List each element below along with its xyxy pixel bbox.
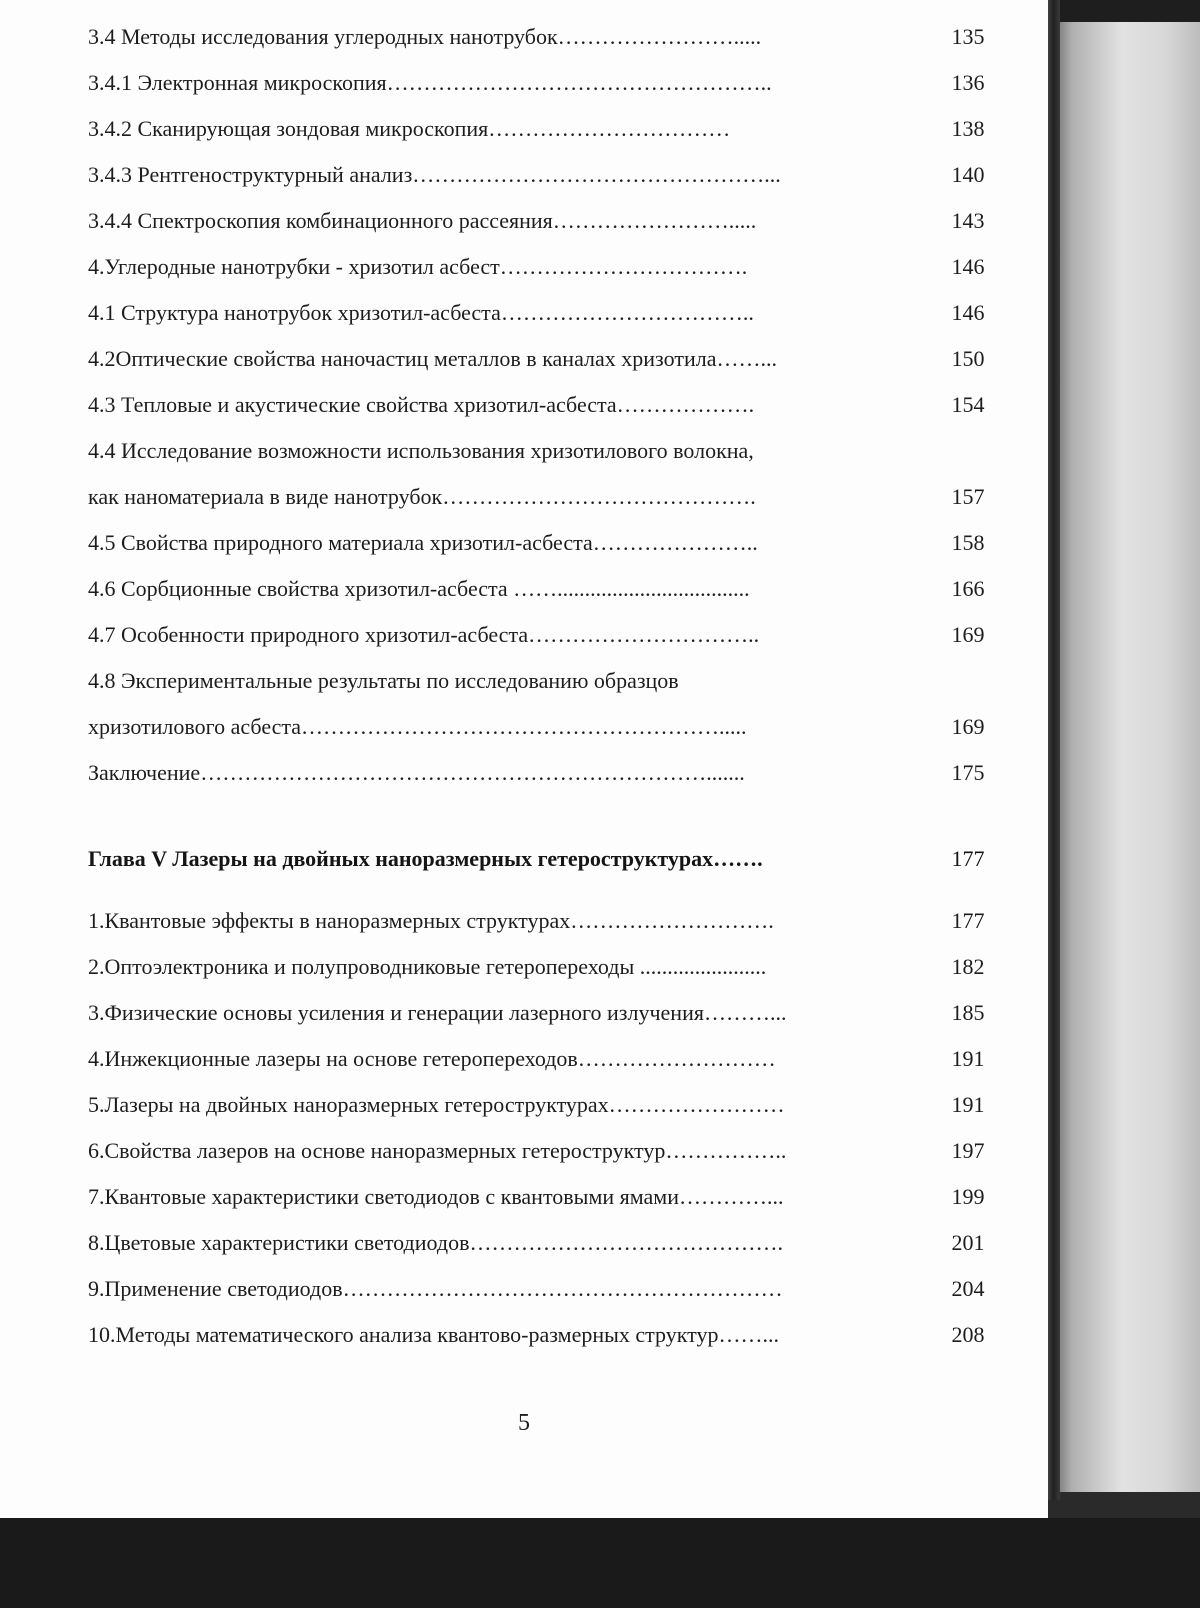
toc-entry-page: 197 [951, 1138, 985, 1163]
toc-entry [88, 658, 998, 704]
toc-entry-title: 7.Квантовые характеристики светодиодов с квантовыми ямами…………... [88, 1184, 784, 1209]
toc-entry-title: 2.Оптоэлектроника и полупроводниковые гетеропереходы ....................... [88, 954, 767, 979]
toc-entry [88, 474, 998, 520]
toc-entry-title: 3.4.4 Спектроскопия комбинационного рассеяния……………………..... [88, 208, 757, 233]
toc-entry-title: 4.3 Тепловые и акустические свойства хризотил-асбеста………………. [88, 392, 755, 417]
page-number: 5 [518, 1410, 530, 1436]
toc-entry-page: 191 [951, 1046, 985, 1071]
chapter-heading [88, 836, 998, 882]
toc-entry-page: 201 [951, 1230, 985, 1255]
toc-entry [88, 60, 998, 106]
toc-entry-page: 136 [951, 70, 985, 95]
toc-entry-page: 166 [951, 576, 985, 601]
toc-entry-page: 140 [951, 162, 985, 187]
toc-entry [88, 14, 998, 60]
toc-entry-title: 3.4.2 Сканирующая зондовая микроскопия…………………………… [88, 116, 731, 141]
toc-entry-page: 175 [951, 760, 985, 785]
toc-entry-page: 157 [951, 484, 985, 509]
toc-entry-title: 8.Цветовые характеристики светодиодов……………………………………. [88, 1230, 783, 1255]
chapter-title: Глава V Лазеры на двойных наноразмерных гетероструктурах……. [88, 846, 763, 871]
toc-entry-title: 4.2Оптические свойства наночастиц металлов в каналах хризотила……... [88, 346, 777, 371]
toc-entry-title: 4.4 Исследование возможности использования хризотилового волокна, [88, 438, 754, 463]
toc-entry-title: 4.1 Структура нанотрубок хризотил-асбеста…………………………….. [88, 300, 754, 325]
toc-entry-page: 185 [951, 1000, 985, 1025]
toc-entry-title: как наноматериала в виде нанотрубок……………………………………. [88, 484, 756, 509]
toc-entry [88, 1128, 998, 1174]
table-of-contents [88, 0, 998, 1358]
toc-entry-page: 169 [951, 714, 985, 739]
toc-entry-title: 9.Применение светодиодов…………………………………………………… [88, 1276, 783, 1301]
toc-entry-page: 146 [951, 300, 985, 325]
scan-background-bottom [0, 1518, 1200, 1608]
toc-entry [88, 382, 998, 428]
toc-entry [88, 428, 998, 474]
toc-entry [88, 1266, 998, 1312]
toc-entry [88, 336, 998, 382]
toc-entry-title: Заключение……………………………………………………………....... [88, 760, 745, 785]
toc-entry [88, 1220, 998, 1266]
toc-entry [88, 152, 998, 198]
toc-entry-title: 4.8 Экспериментальные результаты по исследованию образцов [88, 668, 679, 693]
toc-entry-page: 154 [951, 392, 985, 417]
toc-entry-title: 4.Инжекционные лазеры на основе гетеропереходов……………………… [88, 1046, 776, 1071]
toc-entry-page: 158 [951, 530, 985, 555]
toc-entry [88, 290, 998, 336]
toc-entry-title: 4.Углеродные нанотрубки - хризотил асбест……………………………. [88, 254, 748, 279]
toc-entry [88, 750, 998, 796]
toc-entry-page: 135 [951, 24, 985, 49]
toc-entry-title: 4.5 Свойства природного материала хризотил-асбеста………………….. [88, 530, 758, 555]
toc-entry-title: 3.4.1 Электронная микроскопия…………………………………………….. [88, 70, 772, 95]
toc-entry-page: 138 [951, 116, 985, 141]
toc-entry [88, 990, 998, 1036]
backing-page [1058, 22, 1200, 1492]
toc-entry-title: 6.Свойства лазеров на основе наноразмерных гетероструктур…………….. [88, 1138, 787, 1163]
toc-entry [88, 944, 998, 990]
toc-entry-title: 1.Квантовые эффекты в наноразмерных структурах………………………. [88, 908, 774, 933]
toc-entry-page: 143 [951, 208, 985, 233]
toc-entry [88, 106, 998, 152]
chapter-page: 177 [951, 846, 985, 871]
toc-entry-title: хризотилового асбеста…………………………………………………..... [88, 714, 747, 739]
toc-entry [88, 612, 998, 658]
toc-entry [88, 198, 998, 244]
toc-entry-page: 150 [951, 346, 985, 371]
toc-entry [88, 566, 998, 612]
toc-entry [88, 1036, 998, 1082]
toc-entry-title: 3.4.3 Рентгеноструктурный анализ…………………………………………... [88, 162, 781, 187]
toc-entry [88, 704, 998, 750]
toc-entry-page: 169 [951, 622, 985, 647]
toc-entry [88, 898, 998, 944]
toc-entry [88, 244, 998, 290]
toc-entry-page: 182 [951, 954, 985, 979]
toc-entry-title: 3.Физические основы усиления и генерации лазерного излучения………... [88, 1000, 787, 1025]
toc-entry [88, 1174, 998, 1220]
toc-entry-page: 204 [951, 1276, 985, 1301]
toc-entry-title: 4.7 Особенности природного хризотил-асбеста………………………….. [88, 622, 760, 647]
toc-entry-page: 199 [951, 1184, 985, 1209]
toc-entry [88, 1312, 998, 1358]
toc-entry-page: 208 [951, 1322, 985, 1347]
toc-entry-page: 191 [951, 1092, 985, 1117]
toc-entry-title: 4.6 Сорбционные свойства хризотил-асбеста ……................................... [88, 576, 750, 601]
toc-entry-title: 10.Методы математического анализа квантово-размерных структур……... [88, 1322, 779, 1347]
toc-entry [88, 520, 998, 566]
toc-entry-title: 5.Лазеры на двойных наноразмерных гетероструктурах…………………… [88, 1092, 785, 1117]
toc-entry [88, 1082, 998, 1128]
toc-entry-title: 3.4 Методы исследования углеродных нанотрубок……………………..... [88, 24, 762, 49]
toc-entry-page: 146 [951, 254, 985, 279]
toc-entry-page: 177 [951, 908, 985, 933]
